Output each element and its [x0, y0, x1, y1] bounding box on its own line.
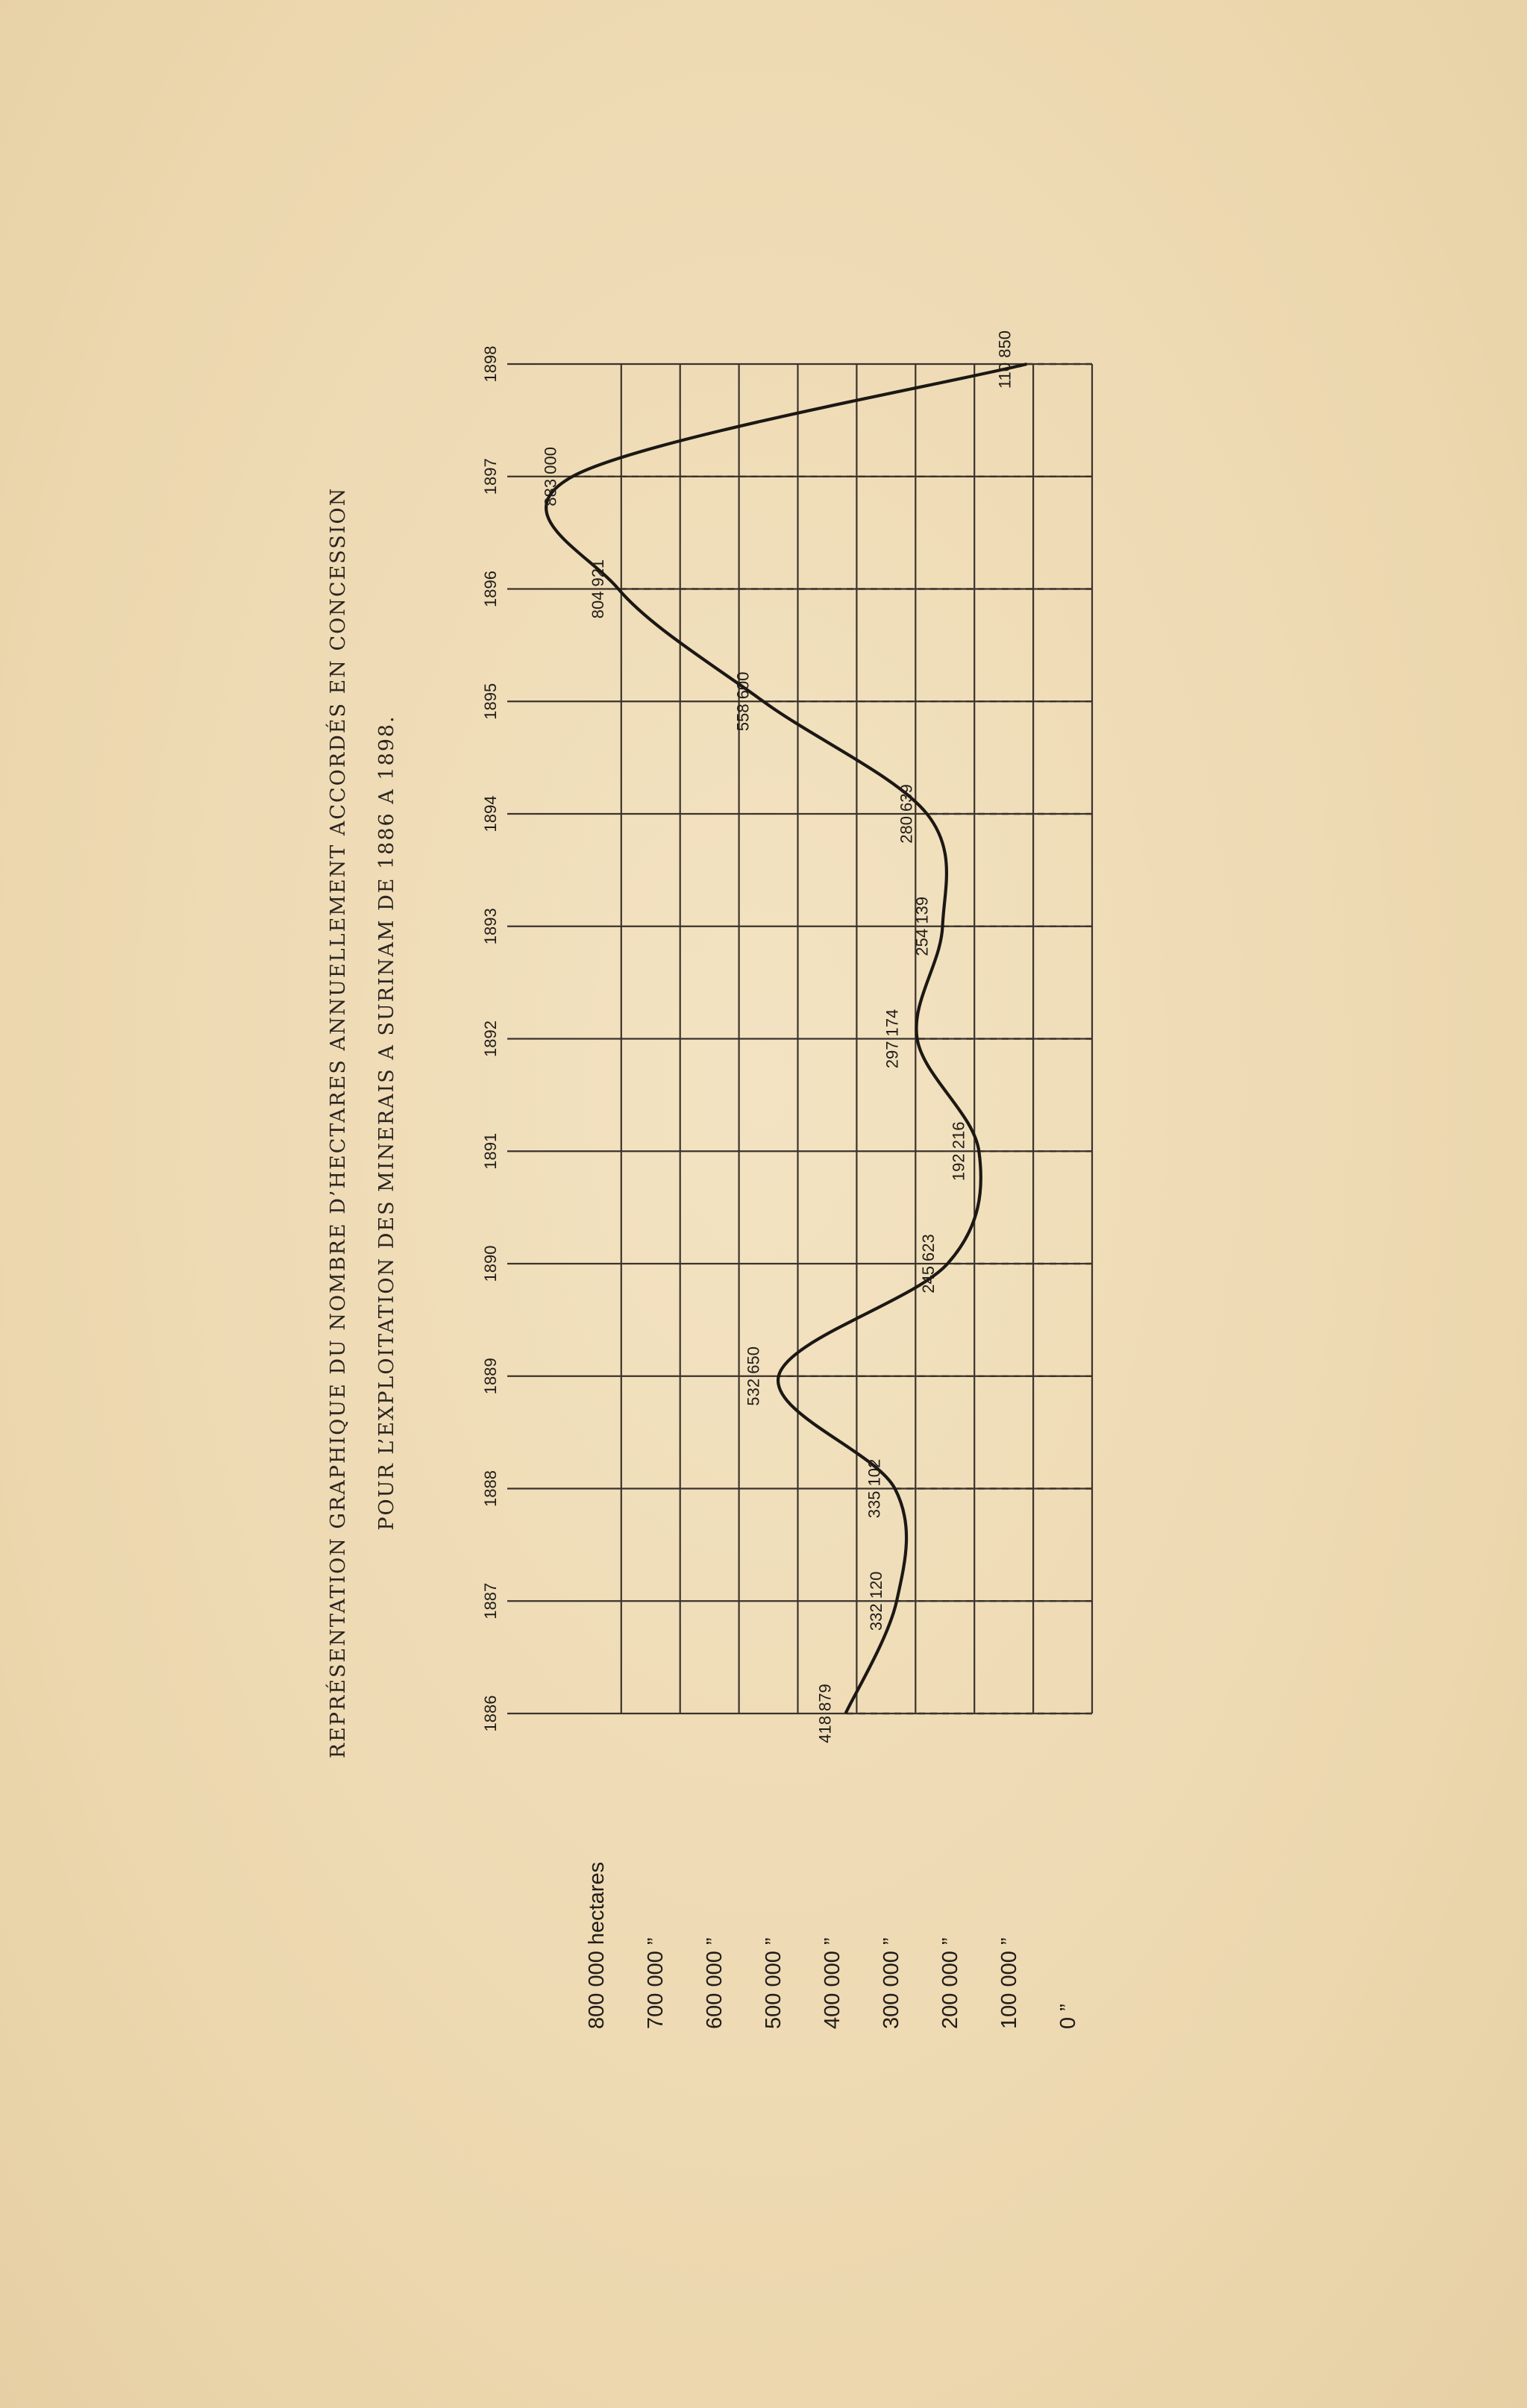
x-tick-label-1898: 1898: [481, 345, 500, 383]
data-label-1887: 332 120: [867, 1571, 885, 1631]
data-label-1894: 280 639: [897, 784, 916, 844]
x-tick-label-1890: 1890: [481, 1245, 500, 1282]
data-label-1888: 335 102: [865, 1458, 884, 1519]
x-tick-label-1894: 1894: [481, 795, 500, 833]
x-tick-label-1896: 1896: [481, 571, 500, 607]
data-label-1892: 297 174: [882, 1009, 902, 1069]
data-label-1895: 558 600: [733, 671, 753, 732]
data-label-1891: 192 216: [949, 1121, 968, 1182]
x-tick-label-1889: 1889: [481, 1358, 500, 1395]
data-label-1893: 254 139: [912, 897, 932, 956]
x-tick-label-1891: 1891: [481, 1132, 500, 1170]
x-tick-label-1886: 1886: [481, 1695, 500, 1732]
y-tick-label-3: 500 000 ”: [762, 1937, 786, 2029]
data-label-1897: 883 000: [541, 447, 560, 507]
chart-title-line-1: REPRÉSENTATION GRAPHIQUE DU NOMBRE D’HECTARES ANNUELLEMENT ACCORDÉS EN CONCESSION: [327, 486, 350, 1759]
x-tick-label-1892: 1892: [481, 1020, 500, 1057]
x-tick-label-1893: 1893: [481, 908, 500, 945]
y-tick-label-8: 0 ”: [1056, 2004, 1080, 2029]
data-label-1890: 245 623: [919, 1234, 938, 1294]
y-tick-label-2: 600 000 ”: [703, 1937, 727, 2029]
y-tick-label-7: 100 000 ”: [997, 1937, 1021, 2029]
y-tick-label-1: 700 000 ”: [644, 1937, 668, 2029]
data-label-1886: 418 879: [815, 1684, 835, 1743]
data-label-1898: 110 850: [995, 330, 1015, 389]
y-tick-label-0: 800 000 hectares: [585, 1861, 609, 2029]
y-axis-tick-labels: [585, 1862, 1080, 2029]
y-tick-label-6: 200 000 ”: [938, 1937, 962, 2029]
y-tick-label-5: 300 000 ”: [879, 1937, 903, 2029]
chart-title-line-2: POUR L’EXPLOITATION DES MINERAIS A SURINAM DE 1886 A 1898.: [375, 715, 398, 1531]
x-axis-tick-labels: [481, 346, 500, 1732]
chart-title: [325, 487, 398, 1758]
x-tick-label-1887: 1887: [481, 1582, 500, 1620]
data-label-1896: 804 921: [588, 559, 607, 619]
data-labels: [541, 330, 1014, 1743]
x-tick-label-1897: 1897: [481, 458, 500, 495]
x-tick-label-1888: 1888: [481, 1470, 500, 1507]
x-tick-label-1895: 1895: [481, 683, 500, 720]
y-tick-label-4: 400 000 ”: [821, 1937, 844, 2029]
data-label-1889: 532 650: [744, 1346, 763, 1406]
